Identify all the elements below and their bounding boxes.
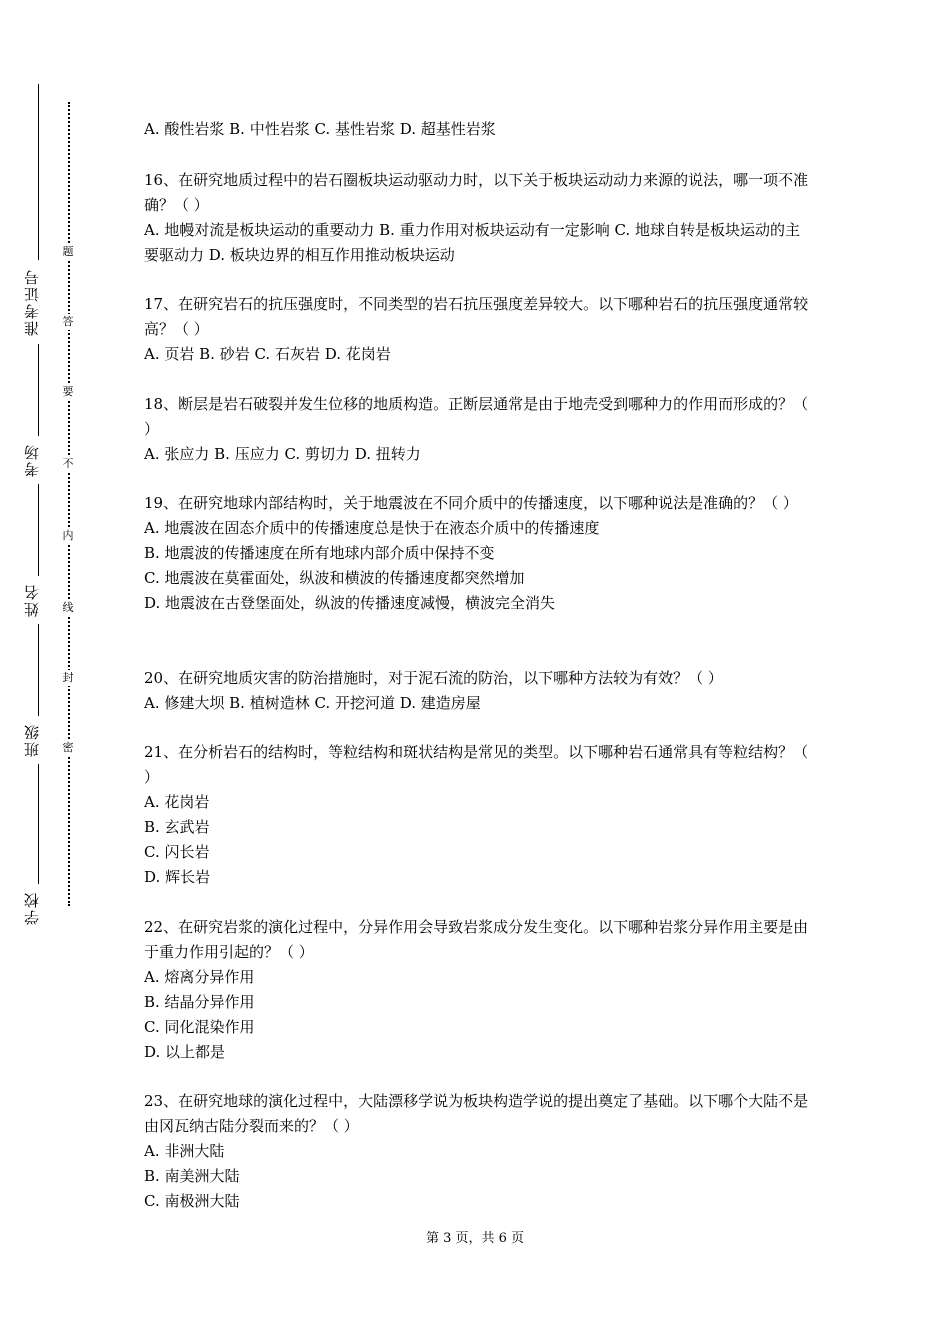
label-exam-room: 考场 (23, 443, 41, 477)
question-21-option: C. 闪长岩 (144, 843, 210, 861)
question-17-options: A. 页岩 B. 砂岩 C. 石灰岩 D. 花岗岩 (144, 345, 391, 363)
question-23-stem: 23、在研究地球的演化过程中，大陆漂移学说为板块构造学说的提出奠定了基础。以下哪个大陆不是由冈瓦纳古陆分裂而来的？（ ） (144, 1092, 809, 1135)
label-name: 姓名 (23, 583, 41, 617)
question-21-stem: 21、在分析岩石的结构时，等粒结构和斑状结构是常见的类型。以下哪种岩石通常具有等粒结构？（ ） (144, 743, 809, 786)
question-22-option: D. 以上都是 (144, 1043, 226, 1061)
question-21-option: D. 辉长岩 (144, 868, 211, 886)
question-21 (144, 740, 814, 890)
binding-line-school (38, 764, 39, 884)
question-20-stem: 20、在研究地质灾害的防治措施时，对于泥石流的防治，以下哪种方法较为有效？（ ） (144, 669, 723, 687)
binding-line-class (38, 624, 39, 716)
label-school: 学校 (23, 891, 41, 925)
question-19-option: B. 地震波的传播速度在所有地球内部介质中保持不变 (144, 544, 495, 562)
page-footer: 第 3 页，共 6 页 (425, 1231, 525, 1246)
seal-char: 封 (62, 671, 74, 684)
seal-char: 线 (62, 601, 74, 614)
binding-strip (0, 0, 100, 1344)
question-22-option: C. 同化混染作用 (144, 1018, 255, 1036)
question-22 (144, 915, 814, 1065)
question-22-option: A. 熔离分异作用 (144, 968, 255, 986)
question-21-option: A. 花岗岩 (144, 793, 210, 811)
seal-char: 密 (62, 741, 74, 754)
question-23 (144, 1089, 814, 1214)
question-23-option: C. 南极洲大陆 (144, 1192, 240, 1210)
question-16-options: A. 地幔对流是板块运动的重要动力 B. 重力作用对板块运动有一定影响 C. 地球自转是板块运动的主要驱动力 D. 板块边界的相互作用推动板块运动 (144, 221, 800, 264)
question-20 (144, 666, 814, 716)
seal-char: 答 (62, 315, 74, 328)
seal-char: 要 (62, 385, 74, 398)
question-19-stem: 19、在研究地球内部结构时，关于地震波在不同介质中的传播速度，以下哪种说法是准确的？（ ） (144, 494, 798, 512)
binding-line-name (38, 484, 39, 576)
question-22-option: B. 结晶分异作用 (144, 993, 255, 1011)
question-19-option: C. 地震波在莫霍面处，纵波和横波的传播速度都突然增加 (144, 569, 525, 587)
seal-char: 不 (62, 457, 74, 470)
question-15-options: A. 酸性岩浆 B. 中性岩浆 C. 基性岩浆 D. 超基性岩浆 (144, 120, 496, 138)
question-18 (144, 392, 814, 467)
question-23-option: B. 南美洲大陆 (144, 1167, 240, 1185)
question-18-options: A. 张应力 B. 压应力 C. 剪切力 D. 扭转力 (144, 445, 421, 463)
question-23-option: A. 非洲大陆 (144, 1142, 225, 1160)
question-17-stem: 17、在研究岩石的抗压强度时，不同类型的岩石抗压强度差异较大。以下哪种岩石的抗压强度通常较高？（ ） (144, 295, 809, 338)
seal-char: 题 (62, 245, 74, 258)
question-20-options: A. 修建大坝 B. 植树造林 C. 开挖河道 D. 建造房屋 (144, 694, 481, 712)
binding-line-ticket (38, 84, 39, 260)
label-ticket-number: 准考证号 (23, 268, 41, 336)
seal-char: 内 (62, 529, 74, 542)
question-16 (144, 168, 814, 268)
question-21-option: B. 玄武岩 (144, 818, 210, 836)
binding-line-room (38, 344, 39, 436)
label-class: 班级 (23, 723, 41, 757)
question-19-option: D. 地震波在古登堡面处，纵波的传播速度减慢，横波完全消失 (144, 594, 556, 612)
question-19-option: A. 地震波在固态介质中的传播速度总是快于在液态介质中的传播速度 (144, 519, 600, 537)
question-16-stem: 16、在研究地质过程中的岩石圈板块运动驱动力时，以下关于板块运动动力来源的说法，哪一项不准确？（ ） (144, 171, 809, 214)
question-18-stem: 18、断层是岩石破裂并发生位移的地质构造。正断层通常是由于地壳受到哪种力的作用而形成的？（ ） (144, 395, 809, 438)
question-15-options-block (144, 117, 814, 142)
question-22-stem: 22、在研究岩浆的演化过程中，分异作用会导致岩浆成分发生变化。以下哪种岩浆分异作用主要是由于重力作用引起的？（ ） (144, 918, 809, 961)
question-17 (144, 292, 814, 367)
question-19 (144, 491, 814, 616)
seal-dotted-line (68, 102, 70, 906)
